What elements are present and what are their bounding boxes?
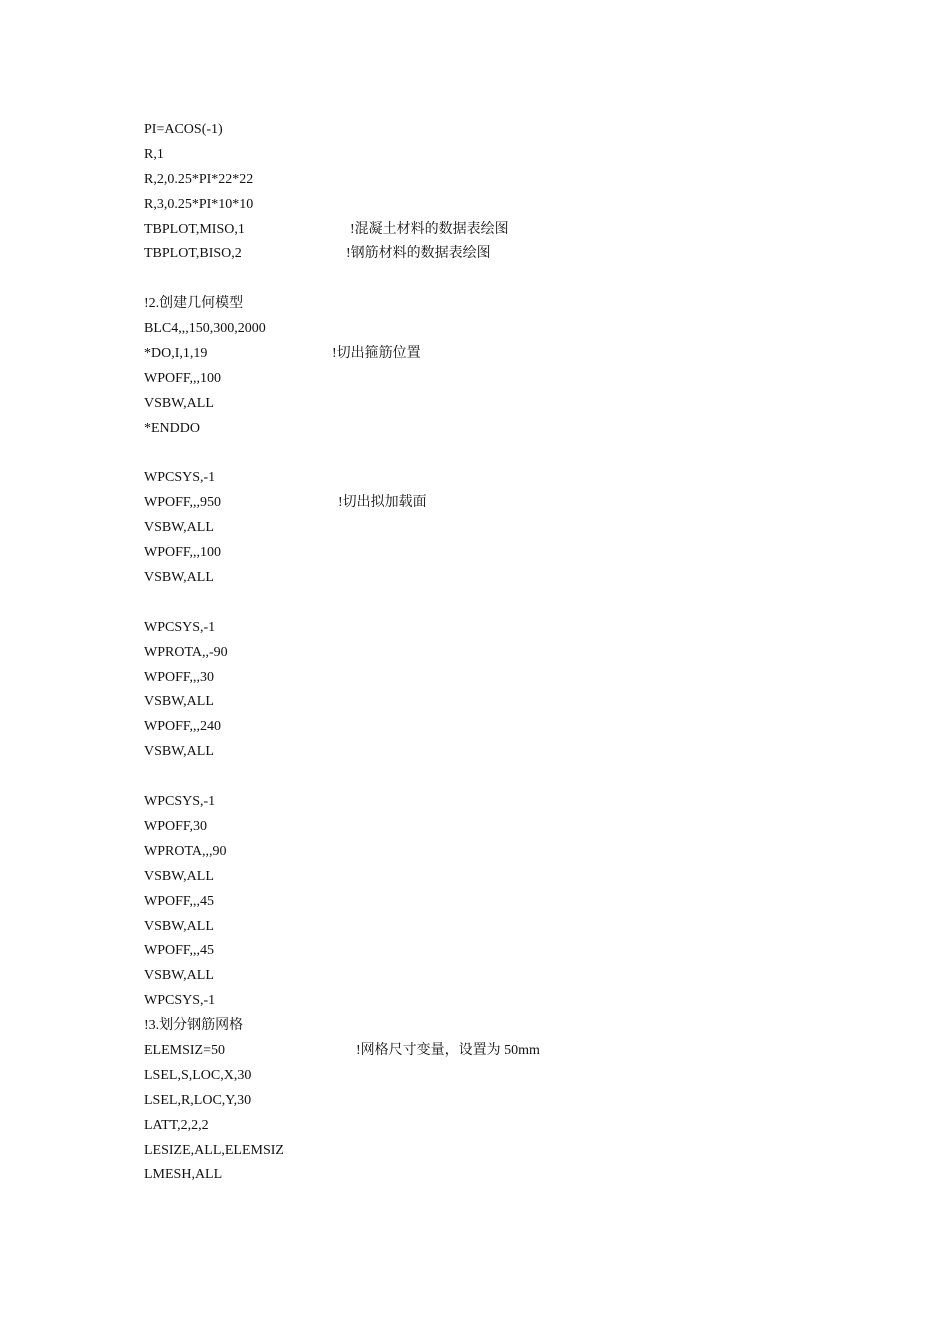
code-command: VSBW,ALL	[144, 570, 214, 586]
code-line	[144, 466, 844, 491]
code-command: TBPLOT,BISO,2	[144, 246, 242, 262]
blank-line	[144, 442, 844, 467]
code-line	[144, 168, 844, 193]
code-line	[144, 1014, 844, 1039]
code-command: *ENDDO	[144, 420, 200, 436]
code-line	[144, 342, 844, 367]
code-line	[144, 193, 844, 218]
code-line	[144, 740, 844, 765]
code-command: WPROTA,,,90	[144, 843, 227, 859]
code-command: WPROTA,,-90	[144, 644, 228, 660]
code-command: VSBW,ALL	[144, 868, 214, 884]
code-command: PI=ACOS(-1)	[144, 122, 223, 137]
code-command: VSBW,ALL	[144, 520, 214, 536]
code-line	[144, 790, 844, 815]
code-line	[144, 317, 844, 342]
blank-line	[144, 765, 844, 790]
code-command: WPCSYS,-1	[144, 794, 216, 810]
code-line	[144, 641, 844, 666]
code-line	[144, 566, 844, 591]
code-line	[144, 939, 844, 964]
code-line	[144, 367, 844, 392]
code-command: LSEL,S,LOC,X,30	[144, 1067, 252, 1083]
code-comment: !网格尺寸变量，设置为 50mm	[356, 1042, 540, 1058]
code-line	[144, 964, 844, 989]
code-command: !2.创建几何模型	[144, 296, 244, 312]
code-command: *DO,I,1,19	[144, 346, 208, 362]
code-command: VSBW,ALL	[144, 395, 214, 411]
code-command: R,3,0.25*PI*10*10	[144, 196, 254, 212]
code-command: LESIZE,ALL,ELEMSIZ	[144, 1142, 284, 1158]
code-command: VSBW,ALL	[144, 918, 214, 934]
blank-line	[144, 591, 844, 616]
code-line	[144, 690, 844, 715]
code-line	[144, 1089, 844, 1114]
code-comment: !切出拟加载面	[338, 495, 427, 511]
code-line	[144, 915, 844, 940]
code-line	[144, 616, 844, 641]
code-line	[144, 890, 844, 915]
code-line	[144, 242, 844, 267]
code-line	[144, 1064, 844, 1089]
code-line	[144, 392, 844, 417]
code-line	[144, 491, 844, 516]
code-line	[144, 292, 844, 317]
code-command: WPOFF,,,240	[144, 719, 222, 735]
code-command: BLC4,,,150,300,2000	[144, 321, 266, 337]
code-line	[144, 417, 844, 442]
code-line	[144, 118, 844, 143]
code-line	[144, 1163, 844, 1188]
code-line	[144, 1039, 844, 1064]
code-line	[144, 218, 844, 243]
code-command: LSEL,R,LOC,Y,30	[144, 1092, 252, 1108]
code-line	[144, 989, 844, 1014]
code-command: R,1	[144, 146, 164, 162]
code-line	[144, 815, 844, 840]
code-command: WPCSYS,-1	[144, 993, 216, 1009]
code-command: ELEMSIZ=50	[144, 1042, 225, 1058]
code-comment: !钢筋材料的数据表绘图	[346, 246, 491, 262]
code-command: R,2,0.25*PI*22*22	[144, 171, 254, 187]
apdl-code-listing	[144, 118, 844, 1188]
code-line	[144, 715, 844, 740]
code-command: VSBW,ALL	[144, 968, 214, 984]
code-line	[144, 1139, 844, 1164]
code-command: WPOFF,,,100	[144, 370, 222, 386]
code-command: WPOFF,,,950	[144, 495, 222, 511]
code-command: WPOFF,,,100	[144, 545, 222, 561]
code-command: WPOFF,,,45	[144, 893, 215, 909]
code-line	[144, 143, 844, 168]
code-line	[144, 1114, 844, 1139]
code-line	[144, 516, 844, 541]
blank-line	[144, 267, 844, 292]
code-command: WPOFF,30	[144, 818, 208, 834]
code-command: WPCSYS,-1	[144, 619, 216, 635]
code-command: WPOFF,,,45	[144, 943, 215, 959]
code-command: WPCSYS,-1	[144, 470, 216, 486]
code-command: !3.划分钢筋网格	[144, 1018, 244, 1034]
code-command: TBPLOT,MISO,1	[144, 221, 245, 237]
code-command: WPOFF,,,30	[144, 669, 215, 685]
code-command: LMESH,ALL	[144, 1167, 223, 1183]
code-line	[144, 865, 844, 890]
code-comment: !混凝土材料的数据表绘图	[350, 221, 509, 237]
code-command: VSBW,ALL	[144, 744, 214, 760]
code-line	[144, 541, 844, 566]
code-comment: !切出箍筋位置	[332, 346, 421, 362]
code-line	[144, 840, 844, 865]
code-line	[144, 666, 844, 691]
code-command: VSBW,ALL	[144, 694, 214, 710]
code-command: LATT,2,2,2	[144, 1117, 209, 1133]
